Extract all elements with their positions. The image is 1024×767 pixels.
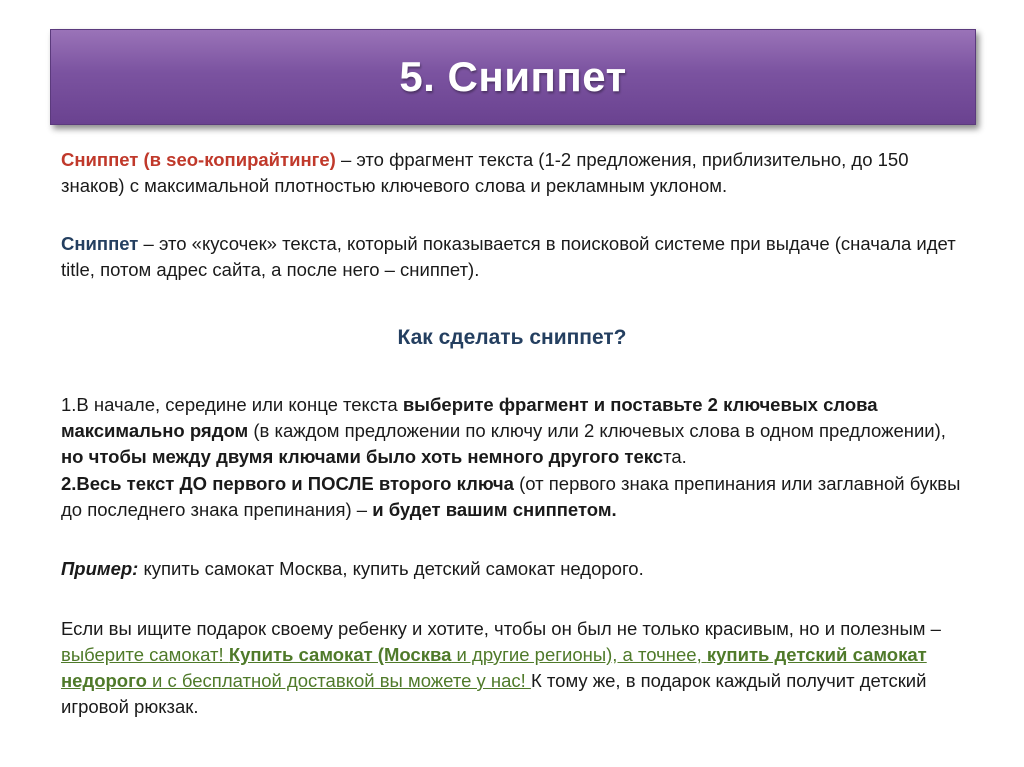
sample-link-2[interactable]: Купить самокат (Москва — [228, 644, 452, 665]
sample-text-end: К тому же, в подарок каждый получит детский игровой рюкзак. — [61, 670, 927, 717]
step-1-prefix: 1.В начале, середине или конце текста — [61, 394, 403, 415]
step-1-mid: (в каждом предложении по ключу или 2 ключевых слова в одном предложении), — [248, 420, 946, 441]
step-2-bold-2: и будет вашим сниппетом. — [372, 499, 617, 520]
definition-text-2: – это «кусочек» текста, который показывается в поисковой системе при выдаче (сначала идет title, потом адрес сайта, а после него – сниппет). — [61, 233, 956, 280]
step-1-bold-2: но чтобы между двумя ключами было хоть немного другого текс — [61, 446, 664, 467]
sample-text-start: Если вы ищите подарок своему ребенку и хотите, чтобы он был не только красивым, но и полезным – — [61, 618, 941, 639]
sample-link-1[interactable]: выберите самокат! — [61, 644, 229, 665]
definition-term-1: Сниппет (в seo-копирайтинге) — [61, 149, 336, 170]
title-banner — [50, 29, 976, 125]
definition-paragraph-2 — [61, 231, 971, 283]
sample-snippet-paragraph — [61, 616, 971, 720]
step-2-paragraph — [61, 471, 971, 523]
sample-link-3[interactable]: и другие регионы), а точнее, — [451, 644, 707, 665]
sample-link-5[interactable]: и с бесплатной доставкой вы можете у нас! — [146, 670, 531, 691]
step-2-mid: (от первого знака препинания или заглавной буквы до последнего знака препинания) – — [61, 473, 961, 520]
sample-link-4[interactable]: купить детский самокат недорого — [61, 644, 927, 691]
step-2-bold-1: 2.Весь текст ДО первого и ПОСЛЕ второго ключа — [61, 473, 514, 494]
step-1-suffix: та. — [663, 446, 687, 467]
example-text: купить самокат Москва, купить детский самокат недорого. — [138, 558, 644, 579]
definition-paragraph-1 — [61, 147, 971, 199]
definition-term-2: Сниппет — [61, 233, 139, 254]
slide-title: 5. Сниппет — [399, 53, 627, 100]
how-to-heading: Как сделать сниппет? — [397, 326, 627, 349]
example-paragraph — [61, 556, 971, 582]
step-1-bold-1: выберите фрагмент и поставьте 2 ключевых слова максимально рядом — [61, 394, 878, 441]
step-1-paragraph — [61, 392, 971, 470]
definition-text-1: – это фрагмент текста (1-2 предложения, приблизительно, до 150 знаков) с максимальной плотностью ключевого слова и рекламным уклоном. — [61, 149, 909, 196]
example-label: Пример: — [61, 558, 139, 579]
